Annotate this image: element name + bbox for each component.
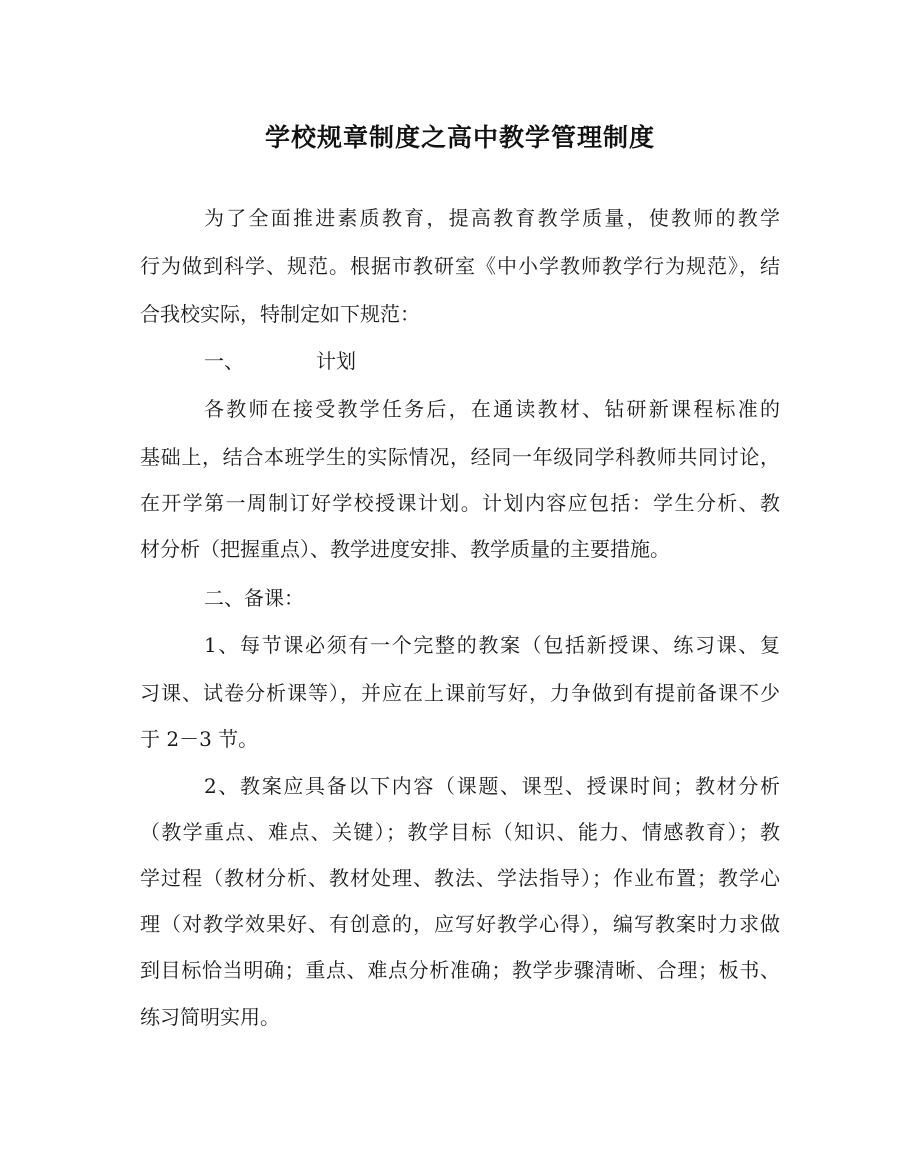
section2-item2-line-5: 到目标恰当明确；重点、难点分析准确；教学步骤清晰、合理；板书、 bbox=[140, 958, 780, 982]
section2-item2-line-2: （教学重点、难点、关键）；教学目标（知识、能力、情感教育）；教 bbox=[140, 820, 780, 844]
intro-line-2: 行为做到科学、规范。根据市教研室《中小学教师教学行为规范》，结 bbox=[140, 254, 780, 278]
section2-item2-line-6: 练习简明实用。 bbox=[140, 1005, 280, 1029]
section2-item2-line-1: 2、教案应具备以下内容（课题、课型、授课时间；教材分析 bbox=[204, 774, 780, 798]
section2-item1-line-1: 1、每节课必须有一个完整的教案（包括新授课、练习课、复 bbox=[204, 633, 780, 657]
document-title: 学校规章制度之高中教学管理制度 bbox=[264, 123, 655, 152]
section2-item1-line-2: 习课、试卷分析课等），并应在上课前写好，力争做到有提前备课不少 bbox=[140, 681, 780, 705]
section2-item1-line-3: 于 2－3 节。 bbox=[140, 727, 259, 751]
section2-item2-line-3: 学过程（教材分析、教材处理、教法、学法指导）；作业布置；教学心 bbox=[140, 866, 780, 890]
section1-number: 一、 bbox=[204, 349, 244, 373]
section2-heading: 二、备课： bbox=[204, 586, 304, 610]
section1-line-1: 各教师在接受教学任务后，在通读教材、钻研新课程标准的 bbox=[204, 397, 780, 421]
section1-line-3: 在开学第一周制订好学校授课计划。计划内容应包括：学生分析、教 bbox=[140, 491, 780, 515]
section1-line-4: 材分析（把握重点）、教学进度安排、教学质量的主要措施。 bbox=[140, 537, 670, 561]
section1-heading: 计划 bbox=[316, 349, 356, 373]
intro-line-1: 为了全面推进素质教育，提高教育教学质量，使教师的教学 bbox=[204, 206, 780, 230]
section2-item2-line-4: 理（对教学效果好、有创意的，应写好教学心得），编写教案时力求做 bbox=[140, 912, 780, 936]
intro-line-3: 合我校实际，特制定如下规范： bbox=[140, 302, 420, 326]
section1-line-2: 基础上，结合本班学生的实际情况，经同一年级同学科教师共同讨论， bbox=[140, 445, 780, 469]
